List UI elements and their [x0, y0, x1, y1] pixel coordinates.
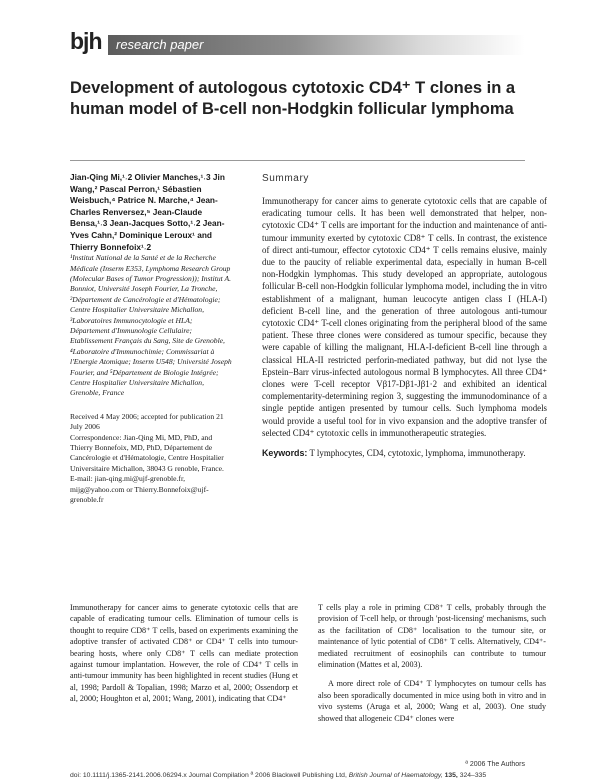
received-dates: Received 4 May 2006; accepted for publication 21 July 2006 [70, 411, 224, 432]
correspondence: Correspondence: Jian-Qing Mi, MD, PhD, and Thierry Bonnefoix, MD, PhD, Département de Cancérologie et d'Hématologie, Centre Hospitalier Universitaire Michallon, 38043 G renoble, France. [70, 432, 224, 473]
author-info-column [70, 168, 232, 506]
summary-heading: Summary [262, 173, 309, 184]
doi: doi: 10.1111/j.1365-2141.2006.06294.x [70, 772, 187, 779]
journal-logo: bjh [70, 28, 102, 54]
affiliations: ¹Institut National de la Santé et de la Recherche Médicale (Inserm E353, Lymphoma Research Group (Molecular Bases of Tumor Progression)); Institut A. Bonniot, Université Joseph Fourier, La Tronche, ²Département de Cancérologie et d'Hématologie; Centre Hospitalier Universitaire Michallon, ³Laboratoires Immunocytologie et HLA; Département d'Immunologie Cellulaire; Etablissement Français du Sang, Site de Grenoble, ⁴Laboratoire d'Immunochimie; Commissariat à l'Energie Atomique; Inserm U548; Université Joseph Fourier, and ⁵Département de Biologie Intégrée; Centre Hospitalier Universitaire Michallon, Grenoble, France [70, 253, 232, 398]
journal-name: British Journal of Haematology, [348, 772, 443, 779]
body-paragraph: A more direct role of CD4⁺ T lymphocytes on tumour cells has also been sporadically documented in mice using both in vitro and in vivo systems (Aruga et al, 2000; Wang et al, 2003). One study showed that allogeneic CD4⁺ clones were [318, 679, 546, 723]
keywords-label: Keywords: [262, 448, 308, 459]
article-title: Development of autologous cytotoxic CD4⁺ T clones in a human model of B-cell non-Hodgkin follicular lymphoma [70, 79, 516, 118]
body-paragraph: T cells play a role in priming CD8⁺ T cells, probably through the provision of T-cell help, or through 'post-licensing' mechanisms, such as the facilitation of CD8⁺ localisation to the tumour site, or maintenance of lytic potential of CD8⁺ T cells. Alternatively, CD4⁺-mediated recruitment of eosinophils can contribute to tumour elimination (Mattes et al, 2003). [318, 603, 546, 670]
page-range: 324–335 [459, 772, 487, 779]
title-divider [70, 160, 525, 161]
section-label: research paper [116, 37, 204, 52]
summary-section [262, 168, 547, 459]
copyright-notice: ª 2006 The Authors [465, 761, 525, 768]
email-addresses: E-mail: jian-qing.mi@ujf-grenoble.fr, mijg@yahoo.com or Thierry.Bonnefoix@ujf-grenoble.fr [70, 474, 209, 505]
volume: 135, [444, 772, 458, 779]
body-column-2 [318, 602, 546, 724]
journal-header [70, 28, 525, 54]
journal-compilation: Journal Compilation ª 2006 Blackwell Publishing Ltd, [188, 772, 347, 779]
author-list: Jian-Qing Mi,¹˒2 Olivier Manches,¹˒3 Jin Wang,² Pascal Perron,¹ Sébastien Weisbuch,⁴ Patrice N. Marche,⁴ Jean-Charles Renversez,⁵ Jean-Claude Bensa,¹˒3 Jean-Jacques Sotto,¹˒2 Jean-Yves Cahn,² Dominique Leroux¹ and Thierry Bonnefoix¹˒2 [70, 172, 225, 252]
body-column-1: Immunotherapy for cancer aims to generate cytotoxic cells that are capable of eradicating tumour cells. Elimination of tumour cells is thought to require CD8⁺ T cells, based on experiments examining the adoptive transfer of activated CD8⁺ or CD4⁺ T cells into tumour-bearing hosts, where only CD8⁺ T cells can mediate protection against tumour implantation. However, the role of CD4⁺ T cells in anti-tumour immunity has been highlighted in recent studies (Hung et al, 1998; Pardoll & Topalian, 1998; Marzo et al, 2000; Ossendorp et al, 2000; Houghton et al, 2001; Wang, 2001), indicating that CD4⁺ [70, 603, 298, 704]
keywords [262, 447, 547, 459]
summary-text: Immunotherapy for cancer aims to generate cytotoxic cells that are capable of eradicating tumour cells. It has been well demonstrated that helper, non-cytotoxic CD4⁺ T cells are important for the induction and maintenance of anti-tumour immunity exerted by cytotoxic CD8⁺ T cells. In contrast, the existence of direct anti-tumour, effector cytotoxic CD4⁺ T cells remains elusive, mainly due to the paucity of reliable experimental data, especially in human B-cell non-Hodgkin lymphomas. This study developed an appropriate, autologous follicular B-cell non-Hodgkin follicular lymphoma model, including the in vitro establishment of a malignant, human leucocyte antigen class I (HLA-I) deficient B-cell line, and the generation of three autologous anti-tumour cytotoxic CD4⁺ T-cell clones originating from the peripheral blood of the same patient. These three clones were considered as tumour specific, because they were capable of killing the malignant, HLA-I-deficient B-cell line through a classical HLA-II restricted perforin-mediated pathway, but did not lyse the Epstein–Barr virus-infected autologous normal B lymphocytes. All three CD4⁺ clones were T-cell receptor Vβ17-Dβ1-Jβ1·2 and exhibited an identical complementarity-determining region 3, suggesting the immunodominance of a single peptide antigen presented by tumour cells. Such lymphoma models would provide a useful tool for in vivo expansion and the adoptive transfer of selected CD4⁺ cytotoxic cells in immunotherapeutic strategies. [262, 196, 547, 438]
keywords-list: T lymphocytes, CD4, cytotoxic, lymphoma, immunotherapy. [309, 448, 526, 459]
section-banner [108, 35, 525, 55]
page-footer [70, 772, 530, 779]
